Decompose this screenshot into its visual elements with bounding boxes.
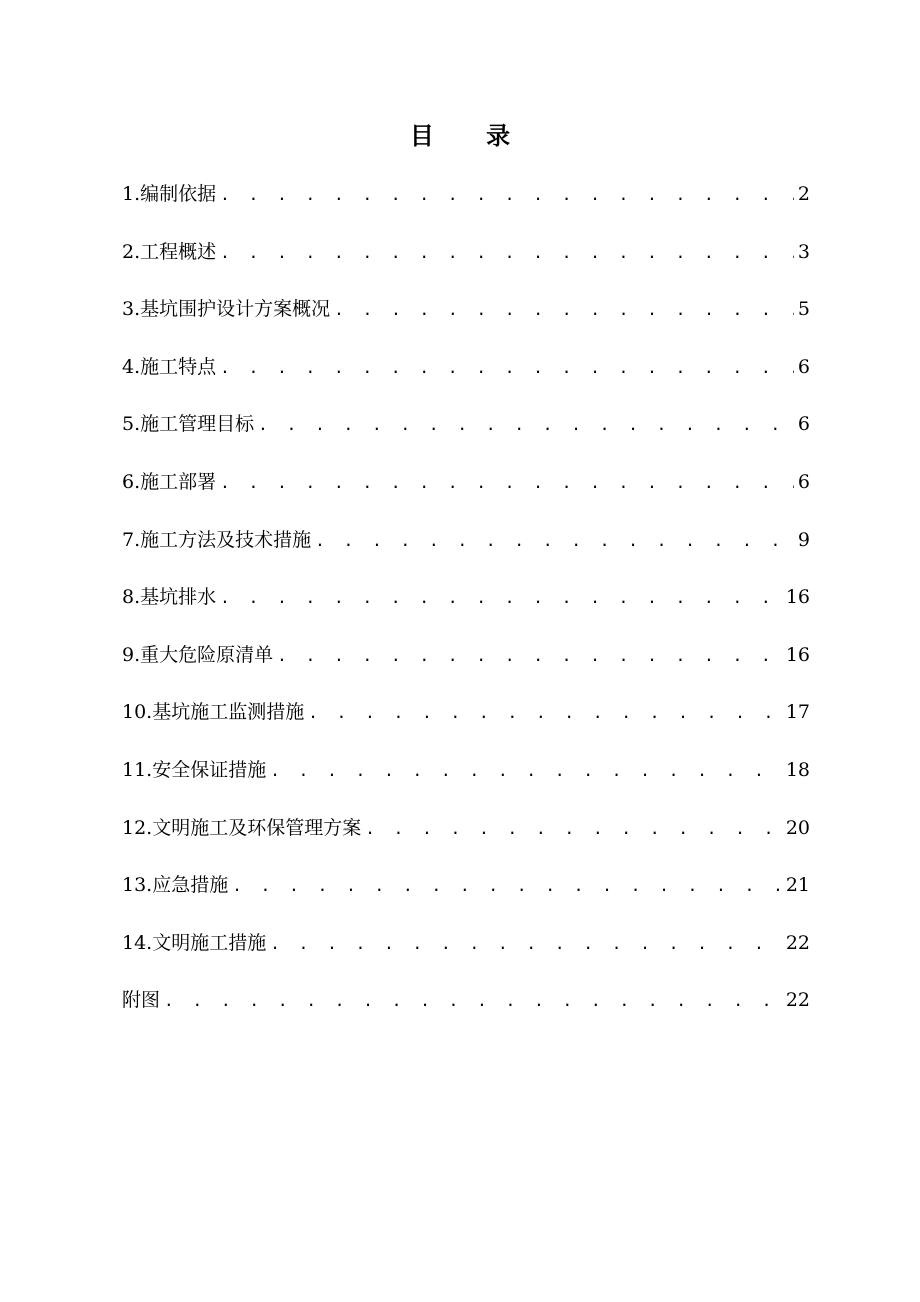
toc-entry[interactable] [122,808,810,866]
toc-dot-leader [258,405,794,445]
toc-entry-label: 4.施工特点 [122,355,217,378]
toc-entry-page: 6 [797,355,810,378]
toc-dot-leader [164,981,782,1021]
toc-entry[interactable] [122,404,810,462]
toc-dot-leader [365,809,782,849]
toc-entry-page: 22 [785,931,810,954]
toc-entry-page: 5 [797,298,810,321]
toc-entry[interactable] [122,923,810,981]
toc-entry-label: 附图 [122,989,161,1012]
toc-entry[interactable] [122,520,810,578]
toc-entry[interactable] [122,232,810,290]
toc-entry[interactable] [122,692,810,750]
toc-entry-page: 22 [785,989,810,1012]
toc-dot-leader [220,463,794,503]
toc-dot-leader [232,866,782,906]
toc-dot-leader [270,751,782,791]
toc-entry-label: 1.编制依据 [122,183,217,205]
toc-entry[interactable] [122,865,810,923]
toc-entry[interactable] [122,462,810,520]
toc-entry-page: 16 [785,586,810,609]
toc-dot-leader [220,175,794,215]
toc-entry-label: 7.施工方法及技术措施 [122,528,312,551]
toc-entry-page: 18 [785,758,810,781]
toc-entry-page: 17 [785,701,810,724]
toc-entry-page: 16 [785,643,810,666]
toc-entry-page: 21 [785,874,810,897]
toc-entry-label: 11.安全保证措施 [122,758,267,781]
toc-entry-label: 12.文明施工及环保管理方案 [122,816,362,839]
toc-entry-label: 3.基坑围护设计方案概况 [122,298,331,321]
toc-entry[interactable] [122,289,810,347]
toc-dot-leader [220,348,794,388]
toc-entry-page: 6 [797,470,810,493]
toc-entry-label: 10.基坑施工监测措施 [122,701,305,724]
toc-entry[interactable] [122,174,810,232]
toc-list [122,174,810,1038]
toc-title: 目 录 [409,121,533,150]
toc-entry-label: 8.基坑排水 [122,586,217,609]
toc-entry[interactable] [122,577,810,635]
toc-dot-leader [220,578,782,618]
toc-entry-page: 20 [785,816,810,839]
toc-entry-label: 2.工程概述 [122,240,217,263]
toc-entry[interactable] [122,635,810,693]
toc-dot-leader [277,636,782,676]
toc-entry[interactable] [122,980,810,1038]
toc-entry-page: 2 [797,183,810,205]
toc-dot-leader [308,693,782,733]
toc-dot-leader [270,924,782,964]
toc-entry-label: 6.施工部署 [122,470,217,493]
toc-entry-label: 9.重大危险原清单 [122,643,274,666]
toc-dot-leader [334,290,794,330]
toc-entry[interactable] [122,347,810,405]
toc-entry[interactable] [122,750,810,808]
toc-entry-page: 6 [797,413,810,436]
toc-entry-label: 14.文明施工措施 [122,931,267,954]
toc-entry-page: 9 [797,528,810,551]
toc-entry-label: 13.应急措施 [122,874,229,897]
toc-entry-label: 5.施工管理目标 [122,413,255,436]
toc-dot-leader [315,521,794,561]
toc-entry-page: 3 [797,240,810,263]
toc-dot-leader [220,233,794,273]
